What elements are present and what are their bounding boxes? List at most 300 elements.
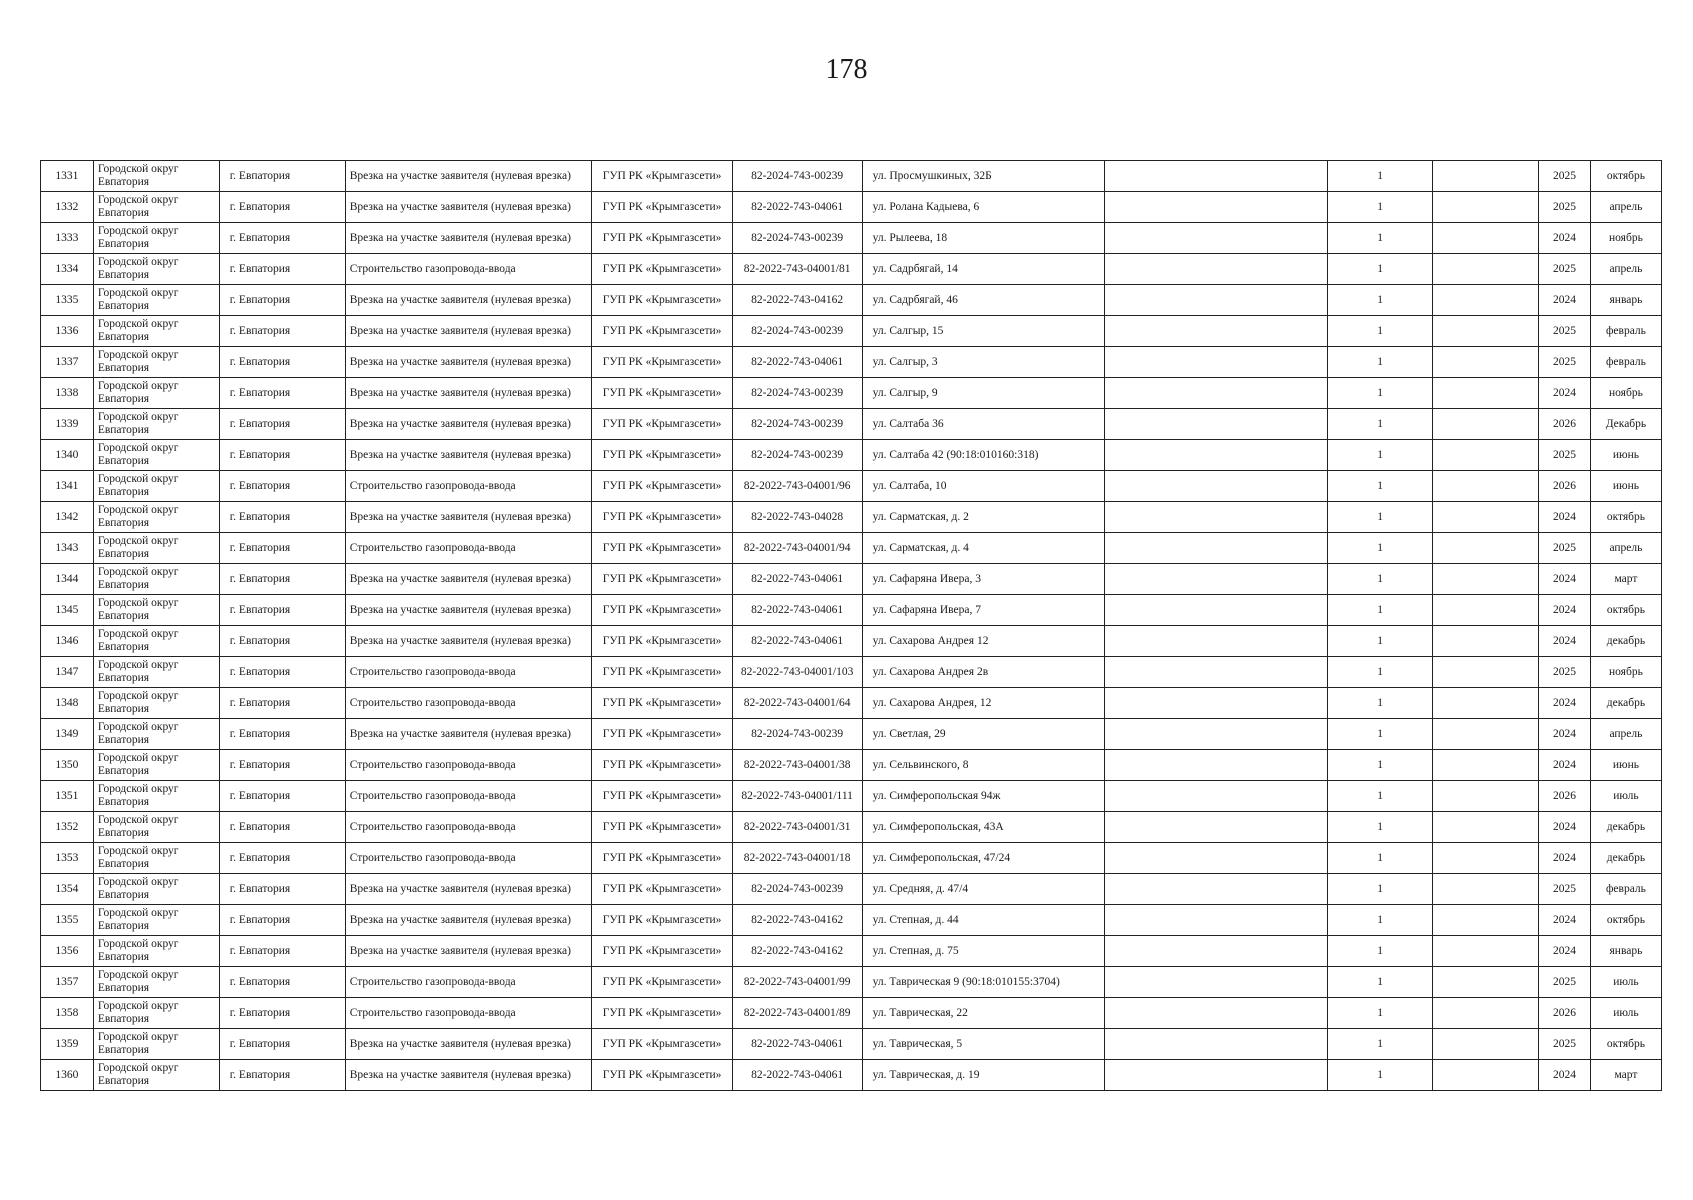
organization-cell: ГУП РК «Крымгазсети» xyxy=(592,223,732,254)
row-number: 1347 xyxy=(41,657,94,688)
work-type-cell: Строительство газопровода-ввода xyxy=(345,254,592,285)
empty-cell xyxy=(1433,936,1539,967)
month-cell: октябрь xyxy=(1590,161,1661,192)
empty-cell xyxy=(1433,409,1539,440)
work-type-cell: Строительство газопровода-ввода xyxy=(345,533,592,564)
table-row xyxy=(41,905,1662,936)
empty-cell xyxy=(1105,626,1327,657)
empty-cell xyxy=(1433,502,1539,533)
month-cell: январь xyxy=(1590,285,1661,316)
empty-cell xyxy=(1433,223,1539,254)
organization-cell: ГУП РК «Крымгазсети» xyxy=(592,440,732,471)
city-cell: г. Евпатория xyxy=(219,719,345,750)
quantity-cell: 1 xyxy=(1327,409,1433,440)
work-type-cell: Врезка на участке заявителя (нулевая врезка) xyxy=(345,223,592,254)
gas-connection-table xyxy=(40,160,1662,1091)
work-type-cell: Врезка на участке заявителя (нулевая врезка) xyxy=(345,502,592,533)
address-cell: ул. Таврическая, 5 xyxy=(862,1029,1105,1060)
table-row xyxy=(41,843,1662,874)
work-type-cell: Врезка на участке заявителя (нулевая врезка) xyxy=(345,378,592,409)
organization-cell: ГУП РК «Крымгазсети» xyxy=(592,254,732,285)
empty-cell xyxy=(1105,936,1327,967)
row-number: 1341 xyxy=(41,471,94,502)
contract-number-cell: 82-2022-743-04001/94 xyxy=(732,533,862,564)
address-cell: ул. Сарматская, д. 2 xyxy=(862,502,1105,533)
quantity-cell: 1 xyxy=(1327,223,1433,254)
organization-cell: ГУП РК «Крымгазсети» xyxy=(592,688,732,719)
empty-cell xyxy=(1105,316,1327,347)
table-row xyxy=(41,657,1662,688)
empty-cell xyxy=(1105,440,1327,471)
quantity-cell: 1 xyxy=(1327,347,1433,378)
city-cell: г. Евпатория xyxy=(219,595,345,626)
work-type-cell: Врезка на участке заявителя (нулевая врезка) xyxy=(345,192,592,223)
year-cell: 2025 xyxy=(1539,440,1591,471)
month-cell: Декабрь xyxy=(1590,409,1661,440)
empty-cell xyxy=(1433,843,1539,874)
row-number: 1348 xyxy=(41,688,94,719)
quantity-cell: 1 xyxy=(1327,781,1433,812)
address-cell: ул. Симферопольская, 47/24 xyxy=(862,843,1105,874)
month-cell: февраль xyxy=(1590,874,1661,905)
region-cell: Городской округ Евпатория xyxy=(93,440,219,471)
organization-cell: ГУП РК «Крымгазсети» xyxy=(592,502,732,533)
contract-number-cell: 82-2022-743-04001/99 xyxy=(732,967,862,998)
city-cell: г. Евпатория xyxy=(219,378,345,409)
row-number: 1339 xyxy=(41,409,94,440)
contract-number-cell: 82-2022-743-04001/81 xyxy=(732,254,862,285)
row-number: 1346 xyxy=(41,626,94,657)
work-type-cell: Врезка на участке заявителя (нулевая врезка) xyxy=(345,161,592,192)
quantity-cell: 1 xyxy=(1327,874,1433,905)
organization-cell: ГУП РК «Крымгазсети» xyxy=(592,812,732,843)
region-cell: Городской округ Евпатория xyxy=(93,595,219,626)
quantity-cell: 1 xyxy=(1327,657,1433,688)
empty-cell xyxy=(1433,595,1539,626)
month-cell: февраль xyxy=(1590,347,1661,378)
year-cell: 2025 xyxy=(1539,1029,1591,1060)
empty-cell xyxy=(1105,781,1327,812)
address-cell: ул. Светлая, 29 xyxy=(862,719,1105,750)
address-cell: ул. Симферопольская, 43А xyxy=(862,812,1105,843)
organization-cell: ГУП РК «Крымгазсети» xyxy=(592,626,732,657)
city-cell: г. Евпатория xyxy=(219,657,345,688)
region-cell: Городской округ Евпатория xyxy=(93,502,219,533)
work-type-cell: Врезка на участке заявителя (нулевая врезка) xyxy=(345,595,592,626)
row-number: 1337 xyxy=(41,347,94,378)
empty-cell xyxy=(1105,657,1327,688)
city-cell: г. Евпатория xyxy=(219,285,345,316)
region-cell: Городской округ Евпатория xyxy=(93,285,219,316)
quantity-cell: 1 xyxy=(1327,471,1433,502)
region-cell: Городской округ Евпатория xyxy=(93,409,219,440)
row-number: 1359 xyxy=(41,1029,94,1060)
work-type-cell: Врезка на участке заявителя (нулевая врезка) xyxy=(345,626,592,657)
table-row xyxy=(41,874,1662,905)
address-cell: ул. Садрбягай, 14 xyxy=(862,254,1105,285)
row-number: 1354 xyxy=(41,874,94,905)
month-cell: октябрь xyxy=(1590,905,1661,936)
city-cell: г. Евпатория xyxy=(219,409,345,440)
row-number: 1353 xyxy=(41,843,94,874)
empty-cell xyxy=(1105,967,1327,998)
city-cell: г. Евпатория xyxy=(219,316,345,347)
contract-number-cell: 82-2024-743-00239 xyxy=(732,223,862,254)
organization-cell: ГУП РК «Крымгазсети» xyxy=(592,781,732,812)
month-cell: декабрь xyxy=(1590,843,1661,874)
organization-cell: ГУП РК «Крымгазсети» xyxy=(592,905,732,936)
year-cell: 2024 xyxy=(1539,564,1591,595)
work-type-cell: Врезка на участке заявителя (нулевая врезка) xyxy=(345,1029,592,1060)
month-cell: апрель xyxy=(1590,254,1661,285)
organization-cell: ГУП РК «Крымгазсети» xyxy=(592,285,732,316)
quantity-cell: 1 xyxy=(1327,626,1433,657)
table-row xyxy=(41,781,1662,812)
empty-cell xyxy=(1433,719,1539,750)
contract-number-cell: 82-2024-743-00239 xyxy=(732,161,862,192)
year-cell: 2024 xyxy=(1539,843,1591,874)
contract-number-cell: 82-2022-743-04061 xyxy=(732,564,862,595)
table-row xyxy=(41,533,1662,564)
year-cell: 2025 xyxy=(1539,533,1591,564)
organization-cell: ГУП РК «Крымгазсети» xyxy=(592,192,732,223)
region-cell: Городской округ Евпатория xyxy=(93,688,219,719)
empty-cell xyxy=(1433,440,1539,471)
empty-cell xyxy=(1433,254,1539,285)
address-cell: ул. Рылеева, 18 xyxy=(862,223,1105,254)
contract-number-cell: 82-2022-743-04001/18 xyxy=(732,843,862,874)
year-cell: 2024 xyxy=(1539,719,1591,750)
region-cell: Городской округ Евпатория xyxy=(93,812,219,843)
row-number: 1334 xyxy=(41,254,94,285)
empty-cell xyxy=(1433,998,1539,1029)
contract-number-cell: 82-2022-743-04061 xyxy=(732,1029,862,1060)
row-number: 1355 xyxy=(41,905,94,936)
address-cell: ул. Салтаба, 10 xyxy=(862,471,1105,502)
region-cell: Городской округ Евпатория xyxy=(93,626,219,657)
city-cell: г. Евпатория xyxy=(219,967,345,998)
contract-number-cell: 82-2024-743-00239 xyxy=(732,378,862,409)
organization-cell: ГУП РК «Крымгазсети» xyxy=(592,471,732,502)
address-cell: ул. Средняя, д. 47/4 xyxy=(862,874,1105,905)
empty-cell xyxy=(1433,874,1539,905)
work-type-cell: Врезка на участке заявителя (нулевая врезка) xyxy=(345,874,592,905)
row-number: 1350 xyxy=(41,750,94,781)
empty-cell xyxy=(1433,657,1539,688)
address-cell: ул. Степная, д. 75 xyxy=(862,936,1105,967)
organization-cell: ГУП РК «Крымгазсети» xyxy=(592,998,732,1029)
organization-cell: ГУП РК «Крымгазсети» xyxy=(592,161,732,192)
quantity-cell: 1 xyxy=(1327,1060,1433,1091)
row-number: 1343 xyxy=(41,533,94,564)
city-cell: г. Евпатория xyxy=(219,1060,345,1091)
month-cell: июль xyxy=(1590,998,1661,1029)
year-cell: 2024 xyxy=(1539,223,1591,254)
empty-cell xyxy=(1105,502,1327,533)
contract-number-cell: 82-2024-743-00239 xyxy=(732,440,862,471)
quantity-cell: 1 xyxy=(1327,161,1433,192)
city-cell: г. Евпатория xyxy=(219,905,345,936)
empty-cell xyxy=(1105,533,1327,564)
address-cell: ул. Салтаба 36 xyxy=(862,409,1105,440)
quantity-cell: 1 xyxy=(1327,440,1433,471)
contract-number-cell: 82-2022-743-04001/96 xyxy=(732,471,862,502)
address-cell: ул. Таврическая, д. 19 xyxy=(862,1060,1105,1091)
month-cell: апрель xyxy=(1590,533,1661,564)
work-type-cell: Строительство газопровода-ввода xyxy=(345,688,592,719)
empty-cell xyxy=(1105,1029,1327,1060)
region-cell: Городской округ Евпатория xyxy=(93,936,219,967)
empty-cell xyxy=(1105,874,1327,905)
address-cell: ул. Салгыр, 15 xyxy=(862,316,1105,347)
empty-cell xyxy=(1433,1060,1539,1091)
row-number: 1358 xyxy=(41,998,94,1029)
empty-cell xyxy=(1433,347,1539,378)
city-cell: г. Евпатория xyxy=(219,750,345,781)
contract-number-cell: 82-2022-743-04001/89 xyxy=(732,998,862,1029)
quantity-cell: 1 xyxy=(1327,285,1433,316)
month-cell: декабрь xyxy=(1590,626,1661,657)
month-cell: декабрь xyxy=(1590,812,1661,843)
row-number: 1338 xyxy=(41,378,94,409)
year-cell: 2026 xyxy=(1539,998,1591,1029)
empty-cell xyxy=(1433,316,1539,347)
organization-cell: ГУП РК «Крымгазсети» xyxy=(592,936,732,967)
year-cell: 2025 xyxy=(1539,347,1591,378)
month-cell: март xyxy=(1590,564,1661,595)
region-cell: Городской округ Евпатория xyxy=(93,843,219,874)
region-cell: Городской округ Евпатория xyxy=(93,254,219,285)
organization-cell: ГУП РК «Крымгазсети» xyxy=(592,843,732,874)
work-type-cell: Врезка на участке заявителя (нулевая врезка) xyxy=(345,719,592,750)
year-cell: 2024 xyxy=(1539,502,1591,533)
region-cell: Городской округ Евпатория xyxy=(93,223,219,254)
empty-cell xyxy=(1105,595,1327,626)
empty-cell xyxy=(1105,564,1327,595)
region-cell: Городской округ Евпатория xyxy=(93,347,219,378)
row-number: 1340 xyxy=(41,440,94,471)
region-cell: Городской округ Евпатория xyxy=(93,471,219,502)
quantity-cell: 1 xyxy=(1327,719,1433,750)
empty-cell xyxy=(1105,409,1327,440)
region-cell: Городской округ Евпатория xyxy=(93,874,219,905)
work-type-cell: Строительство газопровода-ввода xyxy=(345,967,592,998)
table-row xyxy=(41,285,1662,316)
city-cell: г. Евпатория xyxy=(219,936,345,967)
city-cell: г. Евпатория xyxy=(219,564,345,595)
city-cell: г. Евпатория xyxy=(219,1029,345,1060)
table-row xyxy=(41,595,1662,626)
empty-cell xyxy=(1433,285,1539,316)
work-type-cell: Врезка на участке заявителя (нулевая врезка) xyxy=(345,316,592,347)
city-cell: г. Евпатория xyxy=(219,347,345,378)
row-number: 1356 xyxy=(41,936,94,967)
organization-cell: ГУП РК «Крымгазсети» xyxy=(592,967,732,998)
city-cell: г. Евпатория xyxy=(219,440,345,471)
month-cell: июнь xyxy=(1590,471,1661,502)
quantity-cell: 1 xyxy=(1327,564,1433,595)
month-cell: июль xyxy=(1590,781,1661,812)
empty-cell xyxy=(1105,750,1327,781)
year-cell: 2025 xyxy=(1539,967,1591,998)
table-row xyxy=(41,254,1662,285)
work-type-cell: Врезка на участке заявителя (нулевая врезка) xyxy=(345,564,592,595)
empty-cell xyxy=(1105,223,1327,254)
row-number: 1336 xyxy=(41,316,94,347)
table-row xyxy=(41,347,1662,378)
quantity-cell: 1 xyxy=(1327,192,1433,223)
quantity-cell: 1 xyxy=(1327,254,1433,285)
address-cell: ул. Сафаряна Ивера, 7 xyxy=(862,595,1105,626)
organization-cell: ГУП РК «Крымгазсети» xyxy=(592,316,732,347)
year-cell: 2024 xyxy=(1539,595,1591,626)
quantity-cell: 1 xyxy=(1327,812,1433,843)
empty-cell xyxy=(1105,378,1327,409)
empty-cell xyxy=(1433,161,1539,192)
region-cell: Городской округ Евпатория xyxy=(93,316,219,347)
month-cell: апрель xyxy=(1590,719,1661,750)
contract-number-cell: 82-2022-743-04001/38 xyxy=(732,750,862,781)
year-cell: 2024 xyxy=(1539,285,1591,316)
work-type-cell: Строительство газопровода-ввода xyxy=(345,471,592,502)
city-cell: г. Евпатория xyxy=(219,161,345,192)
year-cell: 2026 xyxy=(1539,781,1591,812)
quantity-cell: 1 xyxy=(1327,998,1433,1029)
work-type-cell: Строительство газопровода-ввода xyxy=(345,998,592,1029)
table-row xyxy=(41,223,1662,254)
address-cell: ул. Сельвинского, 8 xyxy=(862,750,1105,781)
address-cell: ул. Салтаба 42 (90:18:010160:318) xyxy=(862,440,1105,471)
contract-number-cell: 82-2024-743-00239 xyxy=(732,874,862,905)
quantity-cell: 1 xyxy=(1327,502,1433,533)
city-cell: г. Евпатория xyxy=(219,223,345,254)
address-cell: ул. Сафаряна Ивера, 3 xyxy=(862,564,1105,595)
address-cell: ул. Салгыр, 9 xyxy=(862,378,1105,409)
empty-cell xyxy=(1105,347,1327,378)
empty-cell xyxy=(1105,688,1327,719)
work-type-cell: Врезка на участке заявителя (нулевая врезка) xyxy=(345,409,592,440)
empty-cell xyxy=(1433,471,1539,502)
month-cell: январь xyxy=(1590,936,1661,967)
contract-number-cell: 82-2022-743-04162 xyxy=(732,936,862,967)
work-type-cell: Строительство газопровода-ввода xyxy=(345,657,592,688)
empty-cell xyxy=(1433,1029,1539,1060)
region-cell: Городской округ Евпатория xyxy=(93,1029,219,1060)
empty-cell xyxy=(1105,998,1327,1029)
empty-cell xyxy=(1433,781,1539,812)
year-cell: 2024 xyxy=(1539,750,1591,781)
month-cell: март xyxy=(1590,1060,1661,1091)
city-cell: г. Евпатория xyxy=(219,254,345,285)
organization-cell: ГУП РК «Крымгазсети» xyxy=(592,874,732,905)
region-cell: Городской округ Евпатория xyxy=(93,192,219,223)
work-type-cell: Врезка на участке заявителя (нулевая врезка) xyxy=(345,936,592,967)
region-cell: Городской округ Евпатория xyxy=(93,998,219,1029)
contract-number-cell: 82-2022-743-04028 xyxy=(732,502,862,533)
row-number: 1331 xyxy=(41,161,94,192)
region-cell: Городской округ Евпатория xyxy=(93,533,219,564)
quantity-cell: 1 xyxy=(1327,750,1433,781)
row-number: 1345 xyxy=(41,595,94,626)
organization-cell: ГУП РК «Крымгазсети» xyxy=(592,657,732,688)
organization-cell: ГУП РК «Крымгазсети» xyxy=(592,719,732,750)
quantity-cell: 1 xyxy=(1327,967,1433,998)
empty-cell xyxy=(1433,564,1539,595)
quantity-cell: 1 xyxy=(1327,533,1433,564)
region-cell: Городской округ Евпатория xyxy=(93,161,219,192)
city-cell: г. Евпатория xyxy=(219,626,345,657)
empty-cell xyxy=(1105,719,1327,750)
contract-number-cell: 82-2022-743-04061 xyxy=(732,595,862,626)
organization-cell: ГУП РК «Крымгазсети» xyxy=(592,750,732,781)
address-cell: ул. Сарматская, д. 4 xyxy=(862,533,1105,564)
work-type-cell: Врезка на участке заявителя (нулевая врезка) xyxy=(345,285,592,316)
contract-number-cell: 82-2022-743-04061 xyxy=(732,192,862,223)
region-cell: Городской округ Евпатория xyxy=(93,657,219,688)
organization-cell: ГУП РК «Крымгазсети» xyxy=(592,533,732,564)
table-row xyxy=(41,1029,1662,1060)
address-cell: ул. Степная, д. 44 xyxy=(862,905,1105,936)
table-row xyxy=(41,316,1662,347)
month-cell: ноябрь xyxy=(1590,223,1661,254)
city-cell: г. Евпатория xyxy=(219,688,345,719)
month-cell: декабрь xyxy=(1590,688,1661,719)
city-cell: г. Евпатория xyxy=(219,781,345,812)
organization-cell: ГУП РК «Крымгазсети» xyxy=(592,409,732,440)
table-row xyxy=(41,688,1662,719)
empty-cell xyxy=(1433,533,1539,564)
table-body xyxy=(41,161,1662,1091)
empty-cell xyxy=(1433,967,1539,998)
empty-cell xyxy=(1105,843,1327,874)
row-number: 1357 xyxy=(41,967,94,998)
organization-cell: ГУП РК «Крымгазсети» xyxy=(592,1060,732,1091)
table-row xyxy=(41,192,1662,223)
month-cell: апрель xyxy=(1590,192,1661,223)
empty-cell xyxy=(1105,812,1327,843)
quantity-cell: 1 xyxy=(1327,316,1433,347)
region-cell: Городской округ Евпатория xyxy=(93,905,219,936)
empty-cell xyxy=(1105,1060,1327,1091)
city-cell: г. Евпатория xyxy=(219,471,345,502)
row-number: 1333 xyxy=(41,223,94,254)
contract-number-cell: 82-2022-743-04001/64 xyxy=(732,688,862,719)
region-cell: Городской округ Евпатория xyxy=(93,781,219,812)
address-cell: ул. Симферопольская 94ж xyxy=(862,781,1105,812)
table-row xyxy=(41,1060,1662,1091)
table-row xyxy=(41,812,1662,843)
contract-number-cell: 82-2024-743-00239 xyxy=(732,409,862,440)
empty-cell xyxy=(1105,254,1327,285)
year-cell: 2025 xyxy=(1539,161,1591,192)
quantity-cell: 1 xyxy=(1327,378,1433,409)
year-cell: 2024 xyxy=(1539,1060,1591,1091)
work-type-cell: Строительство газопровода-ввода xyxy=(345,812,592,843)
quantity-cell: 1 xyxy=(1327,936,1433,967)
table-row xyxy=(41,161,1662,192)
city-cell: г. Евпатория xyxy=(219,502,345,533)
city-cell: г. Евпатория xyxy=(219,998,345,1029)
contract-number-cell: 82-2022-743-04061 xyxy=(732,1060,862,1091)
row-number: 1360 xyxy=(41,1060,94,1091)
year-cell: 2026 xyxy=(1539,471,1591,502)
table-row xyxy=(41,564,1662,595)
work-type-cell: Строительство газопровода-ввода xyxy=(345,750,592,781)
empty-cell xyxy=(1433,626,1539,657)
empty-cell xyxy=(1433,812,1539,843)
empty-cell xyxy=(1105,161,1327,192)
month-cell: ноябрь xyxy=(1590,378,1661,409)
